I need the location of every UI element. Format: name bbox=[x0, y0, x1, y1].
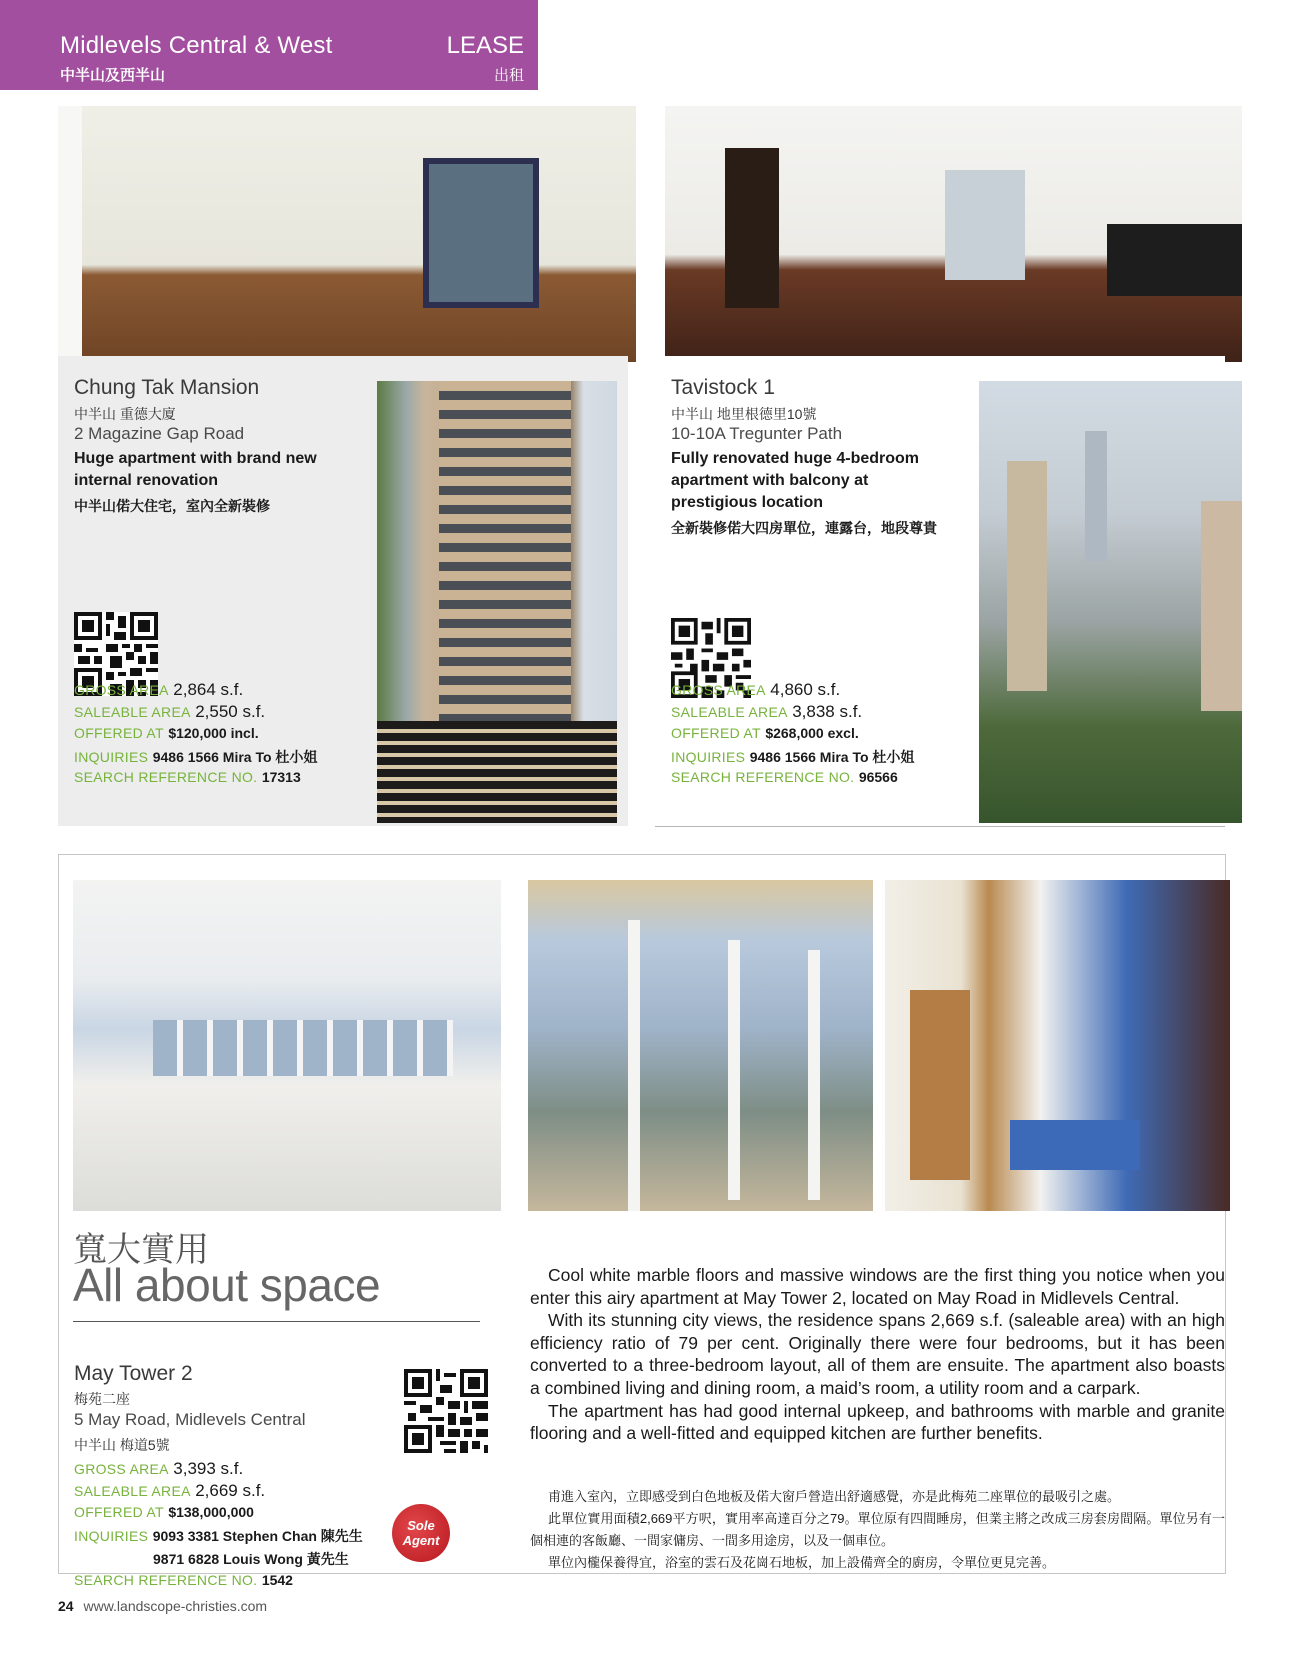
gross-area-value: 4,860 s.f. bbox=[770, 680, 841, 699]
saleable-area-label: SALEABLE AREA bbox=[74, 1483, 191, 1499]
section-header bbox=[0, 0, 538, 90]
gross-area-label: GROSS AREA bbox=[74, 682, 169, 698]
window-frame-shape bbox=[808, 950, 820, 1200]
description-line: Fully renovated huge 4-bedroom bbox=[671, 450, 920, 467]
inquiries-value[interactable]: 9093 3381 Stephen Chan 陳先生 bbox=[152, 1528, 363, 1544]
saleable-area-row bbox=[74, 1481, 265, 1501]
description-line: internal renovation bbox=[74, 472, 219, 489]
search-ref-value: 96566 bbox=[858, 769, 898, 785]
offered-at-label: OFFERED AT bbox=[74, 1504, 164, 1520]
body-paragraph: Cool white marble floors and massive windows are the first thing you notice when you enter this airy apartment at May Tower 2, located on May Road in Midlevels Central. bbox=[530, 1265, 1225, 1308]
search-ref-row bbox=[74, 1572, 293, 1590]
property-name-cn: 中半山 重德大廈 bbox=[74, 406, 176, 422]
saleable-area-label: SALEABLE AREA bbox=[671, 704, 788, 720]
offered-at-value: $120,000 incl. bbox=[168, 725, 259, 741]
inquiries-value[interactable]: 9486 1566 Mira To 杜小姐 bbox=[152, 749, 318, 765]
property-description bbox=[671, 448, 971, 514]
website-link[interactable]: www.landscope-christies.com bbox=[83, 1598, 268, 1614]
window-band-shape bbox=[153, 1020, 453, 1076]
feature-body-en bbox=[530, 1264, 1225, 1445]
badge-line: Sole bbox=[407, 1518, 435, 1533]
tower-shape bbox=[1085, 431, 1107, 561]
body-paragraph-cn: 單位內櫳保養得宜，浴室的雲石及花崗石地板，加上設備齊全的廚房，令單位更見完善。 bbox=[548, 1555, 1056, 1570]
body-paragraph-cn: 甫進入室內，立即感受到白色地板及偌大窗戶營造出舒適感覺，亦是此梅苑二座單位的最吸引之處。 bbox=[548, 1489, 1121, 1504]
gross-area-value: 3,393 s.f. bbox=[173, 1459, 244, 1478]
sole-agent-badge bbox=[392, 1504, 450, 1562]
saleable-area-value: 2,550 s.f. bbox=[195, 702, 266, 721]
description-line: apartment with balcony at bbox=[671, 472, 869, 489]
gross-area-row bbox=[74, 1459, 243, 1479]
listing-type: LEASE bbox=[446, 32, 524, 59]
may-tower-kitchen-photo bbox=[885, 880, 1230, 1211]
offered-at-label: OFFERED AT bbox=[671, 725, 761, 741]
title-divider bbox=[73, 1321, 480, 1322]
search-ref-label: SEARCH REFERENCE NO. bbox=[74, 1572, 258, 1588]
feature-body-cn bbox=[530, 1486, 1225, 1574]
page-footer bbox=[58, 1598, 267, 1614]
tavistock-interior-photo bbox=[665, 106, 1242, 362]
property-address: 10-10A Tregunter Path bbox=[671, 424, 843, 443]
may-tower-window-photo bbox=[528, 880, 873, 1211]
property-name-cn: 中半山 地里根德里10號 bbox=[671, 406, 817, 422]
property-address: 5 May Road, Midlevels Central bbox=[74, 1410, 306, 1429]
inquiries-row bbox=[74, 747, 317, 767]
body-paragraph: With its stunning city views, the residence spans 2,669 s.f. (saleable area) with an high efficiency ratio of 79 per cent. Originally there were four bedrooms, but it has been converted to a three-bedroom layout, all of them are ensuite. The apartment also boasts a combined living and dining room, a maid’s room, a utility room and a carpark. bbox=[530, 1310, 1225, 1398]
gross-area-label: GROSS AREA bbox=[671, 682, 766, 698]
region-title: Midlevels Central & West bbox=[60, 32, 333, 59]
offered-at-value: $138,000,000 bbox=[168, 1504, 254, 1520]
property-address-cn: 中半山 梅道5號 bbox=[74, 1437, 170, 1453]
search-ref-label: SEARCH REFERENCE NO. bbox=[74, 769, 258, 785]
window-frame-shape bbox=[628, 920, 640, 1211]
saleable-area-row bbox=[74, 702, 265, 722]
description-line: prestigious location bbox=[671, 494, 824, 511]
offered-at-value: $268,000 excl. bbox=[765, 725, 859, 741]
saleable-area-value: 3,838 s.f. bbox=[792, 702, 863, 721]
offered-at-label: OFFERED AT bbox=[74, 725, 164, 741]
search-ref-row bbox=[671, 769, 898, 787]
listing-type-cn: 出租 bbox=[493, 67, 524, 84]
body-paragraph: The apartment has had good internal upkeep, and bathrooms with marble and granite flooring and a well-fitted and equipped kitchen are further benefits. bbox=[530, 1400, 1225, 1444]
window-shape bbox=[423, 158, 539, 308]
inquiries-label: INQUIRIES bbox=[74, 749, 149, 765]
saleable-area-row bbox=[671, 702, 862, 722]
feature-title: All about space bbox=[73, 1259, 381, 1311]
building-base-shape bbox=[377, 721, 617, 823]
gross-area-label: GROSS AREA bbox=[74, 1461, 169, 1477]
property-description-cn: 中半山偌大住宅，室內全新裝修 bbox=[74, 498, 270, 514]
doorway-shape bbox=[725, 148, 779, 308]
feature-title-cn: 寬大實用 bbox=[73, 1231, 209, 1269]
search-ref-value: 17313 bbox=[261, 769, 301, 785]
chung-tak-interior-photo bbox=[58, 106, 636, 362]
gross-area-row bbox=[671, 680, 840, 700]
inquiries-value[interactable]: 9486 1566 Mira To 杜小姐 bbox=[749, 749, 915, 765]
cabinet-shape bbox=[1107, 224, 1242, 296]
property-description-cn: 全新裝修偌大四房單位，連露台，地段尊貴 bbox=[671, 520, 937, 536]
search-ref-label: SEARCH REFERENCE NO. bbox=[671, 769, 855, 785]
page-number: 24 bbox=[58, 1598, 74, 1614]
inquiries-label: INQUIRIES bbox=[671, 749, 746, 765]
tower-shape bbox=[1201, 501, 1242, 711]
saleable-area-label: SALEABLE AREA bbox=[74, 704, 191, 720]
inquiries-row bbox=[74, 1526, 363, 1546]
property-address: 2 Magazine Gap Road bbox=[74, 424, 245, 443]
property-name: Chung Tak Mansion bbox=[74, 376, 260, 399]
tavistock-view-photo bbox=[979, 381, 1242, 823]
inquiries-value-second[interactable]: 9871 6828 Louis Wong 黃先生 bbox=[153, 1551, 349, 1567]
may-tower-living-photo bbox=[73, 880, 501, 1211]
search-ref-row bbox=[74, 769, 301, 787]
tower-shape bbox=[1007, 461, 1047, 691]
region-title-cn: 中半山及西半山 bbox=[60, 67, 166, 84]
inquiries-row bbox=[671, 747, 914, 767]
body-paragraph-cn: 此單位實用面積2,669平方呎，實用率高達百分之79。單位原有四間睡房，但業主將之改成三房套房間隔。單位另有一個相連的客飯廳、一間家傭房、一間多用途房，以及一個車位。 bbox=[530, 1511, 1225, 1548]
chung-tak-building-photo bbox=[377, 381, 617, 823]
gross-area-row bbox=[74, 680, 243, 700]
qr-code-icon[interactable] bbox=[404, 1369, 488, 1453]
gross-area-value: 2,864 s.f. bbox=[173, 680, 244, 699]
property-name: May Tower 2 bbox=[74, 1362, 193, 1385]
offered-at-row bbox=[74, 725, 259, 743]
window-frame-shape bbox=[728, 940, 740, 1200]
window-shape bbox=[945, 170, 1025, 280]
inquiries-label: INQUIRIES bbox=[74, 1528, 149, 1544]
badge-line: Agent bbox=[402, 1533, 440, 1548]
door-shape bbox=[910, 990, 970, 1180]
description-line: Huge apartment with brand new bbox=[74, 450, 317, 467]
saleable-area-value: 2,669 s.f. bbox=[195, 1481, 266, 1500]
property-name-cn: 梅苑二座 bbox=[74, 1391, 130, 1407]
property-description bbox=[74, 448, 364, 492]
property-name: Tavistock 1 bbox=[671, 376, 775, 399]
search-ref-value: 1542 bbox=[261, 1572, 293, 1588]
shutter-shape bbox=[58, 106, 82, 362]
offered-at-row bbox=[74, 1504, 254, 1522]
offered-at-row bbox=[671, 725, 859, 743]
cabinet-shape bbox=[1010, 1120, 1140, 1170]
